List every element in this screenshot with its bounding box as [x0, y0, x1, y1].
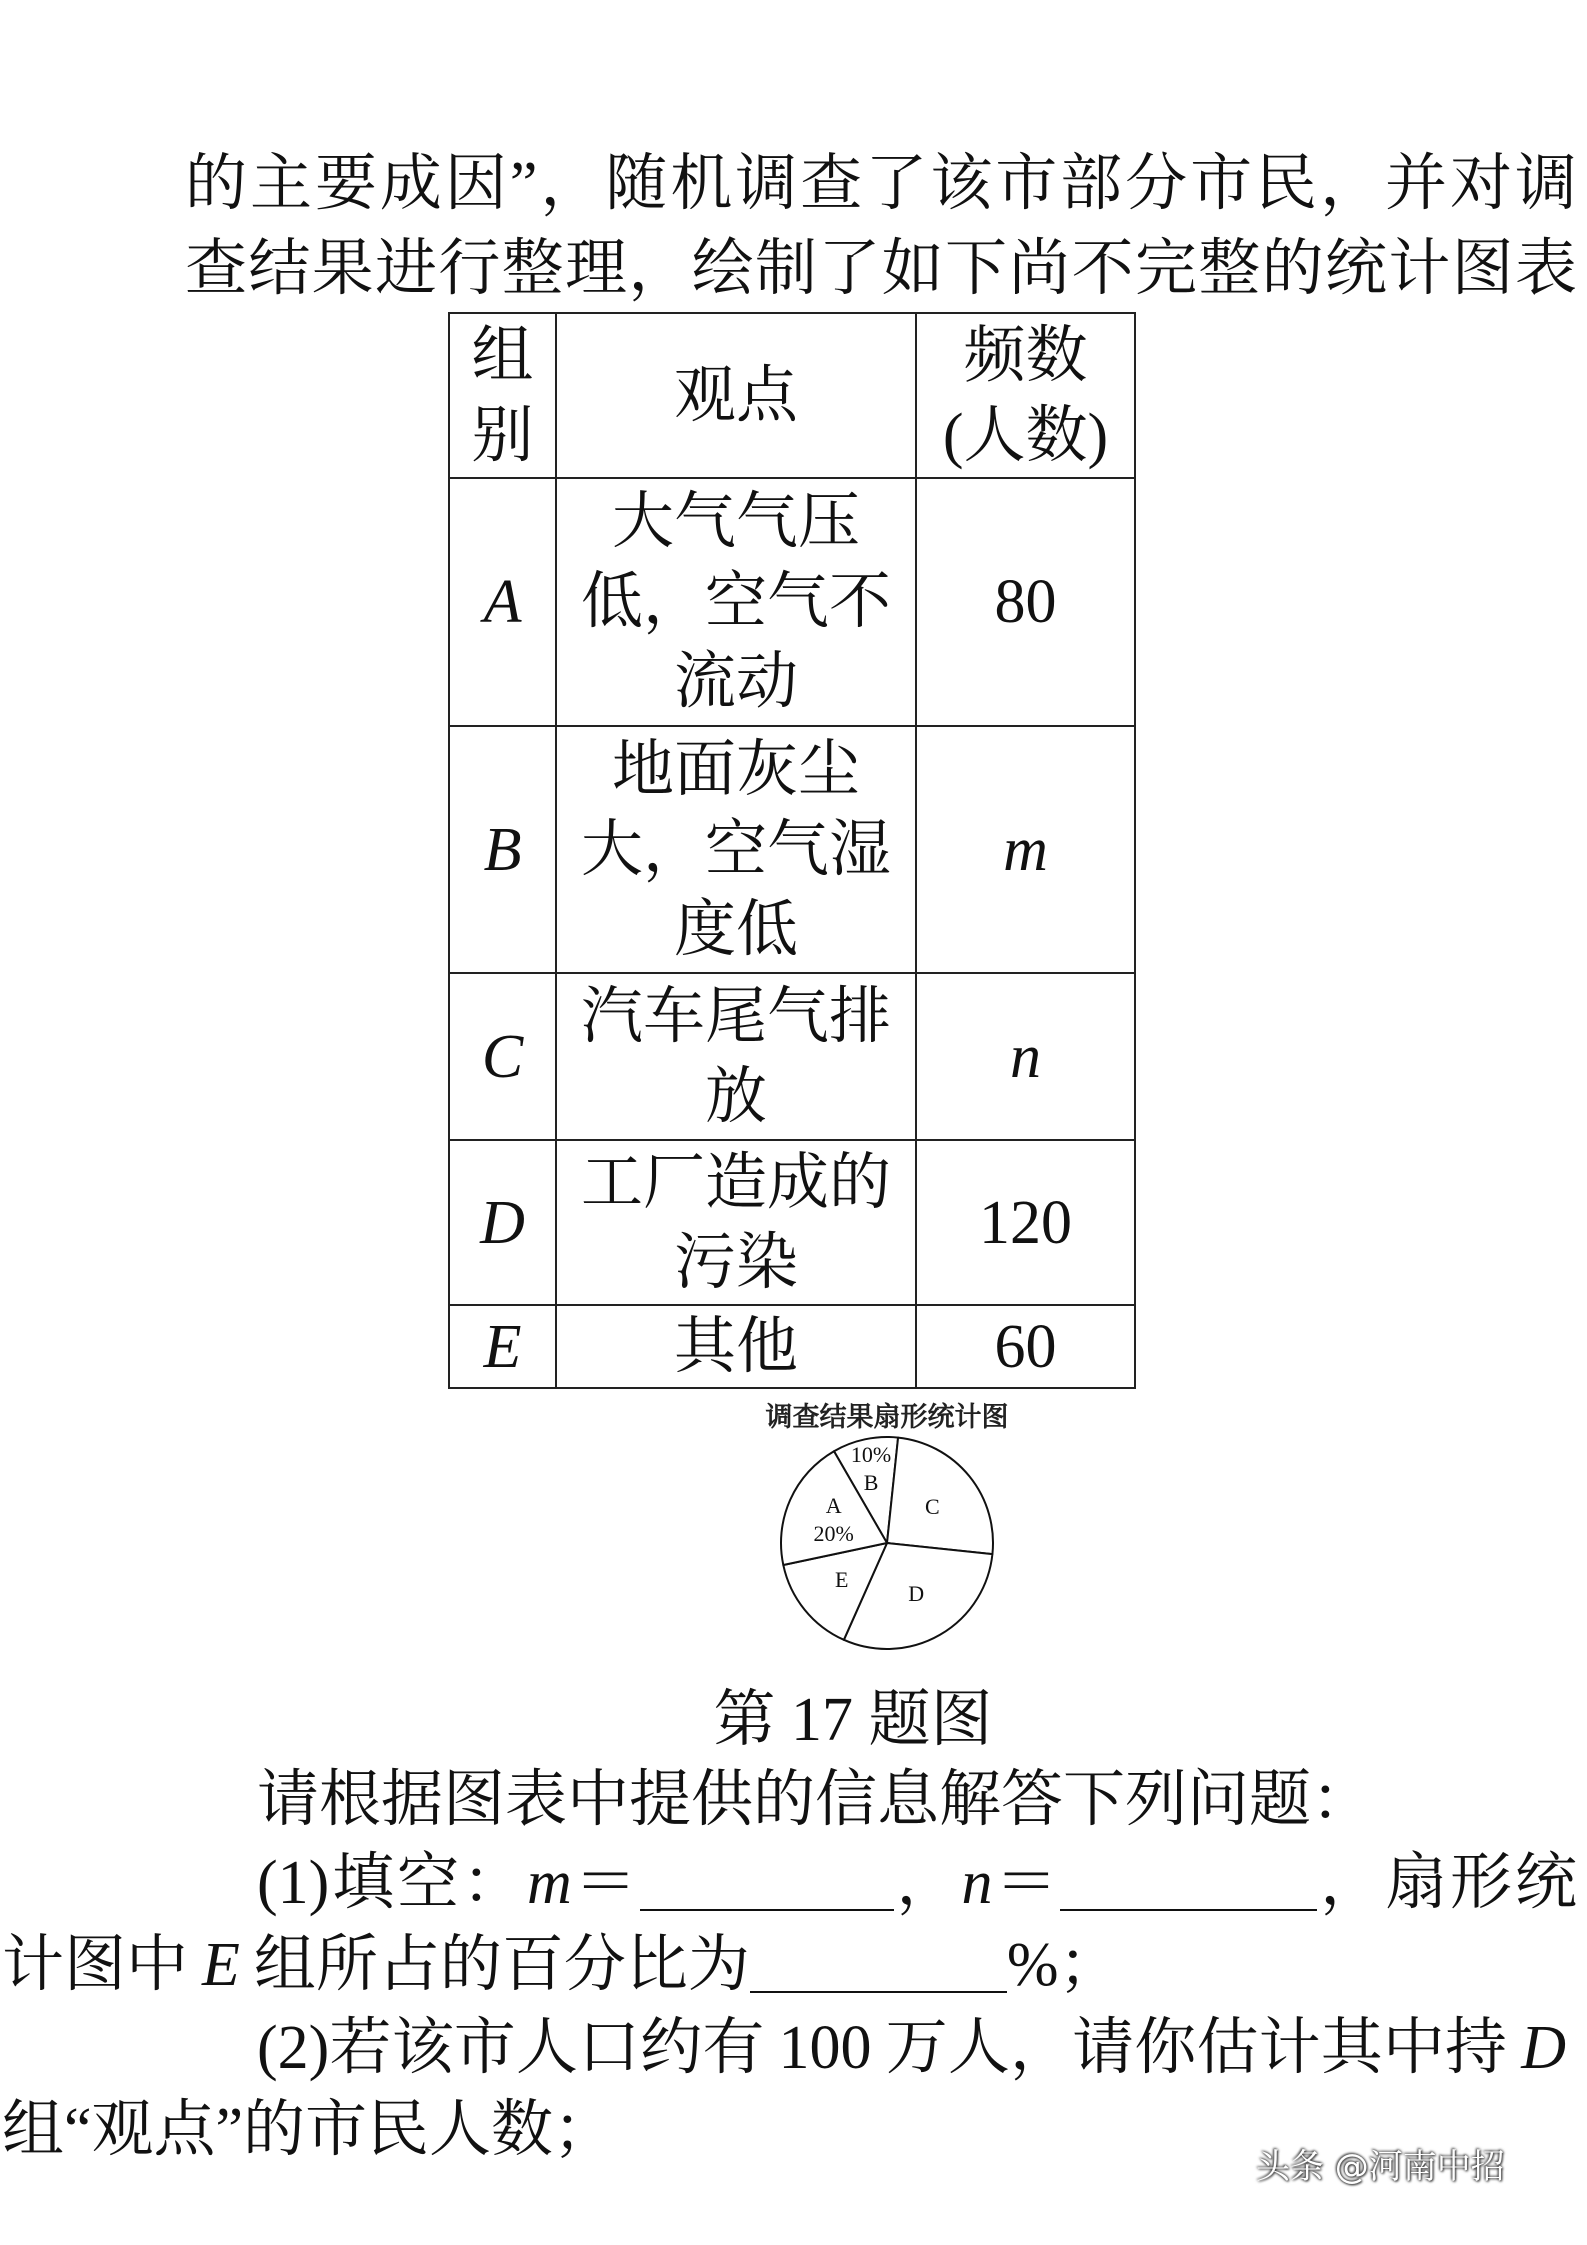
- count-cell: 60: [916, 1305, 1135, 1388]
- count-cell: 80: [916, 478, 1135, 726]
- comma: ，: [893, 1849, 962, 1917]
- table-row: [449, 1305, 1135, 1388]
- count-cell: n: [916, 973, 1135, 1140]
- variable-n: n: [961, 1849, 993, 1917]
- header-view: 观点: [556, 313, 916, 478]
- pie-slice-c: [887, 1438, 993, 1555]
- intro-line-1: 的主要成因”，随机调查了该市部分市民，并对调: [185, 150, 1577, 218]
- equals-sign: ＝: [571, 1849, 640, 1917]
- table-row: [449, 726, 1135, 973]
- answer-blank-n: [1060, 1908, 1317, 1911]
- count-cell: 120: [916, 1140, 1135, 1305]
- table-header-row: [449, 313, 1135, 478]
- figure-caption: 第 17 题图: [713, 1686, 993, 1754]
- view-cell: 地面灰尘 大，空气湿 度低: [556, 726, 916, 973]
- population-number: 100: [778, 2014, 872, 2082]
- part1-label: (1)填空：: [257, 1849, 527, 1917]
- part1-tail: ，扇形统: [1317, 1849, 1577, 1917]
- survey-result-table: [448, 312, 1136, 1389]
- pie-label-b-1: B: [863, 1469, 879, 1495]
- question-part2-line1: [257, 2007, 1580, 2089]
- pie-label-a-0: A: [825, 1492, 842, 1518]
- group-cell: E: [449, 1305, 556, 1388]
- header-frequency: 频数 (人数): [916, 313, 1135, 478]
- part2-mid: 万人，请你估计其中持: [885, 2014, 1508, 2082]
- watermark: 头条 @河南中招: [1256, 2147, 1505, 2187]
- part2-label: (2)若该市人口约有: [257, 2014, 765, 2082]
- part1-line2-head: 计图中: [2, 1931, 189, 1999]
- question-part2-line2: 组“观点”的市民人数；: [2, 2096, 616, 2164]
- count-cell: m: [916, 726, 1135, 973]
- view-cell: 工厂造成的 污染: [556, 1140, 916, 1305]
- group-cell: C: [449, 973, 556, 1140]
- group-cell: D: [449, 1140, 556, 1305]
- table-row: [449, 1140, 1135, 1305]
- pie-chart: [770, 1426, 1004, 1660]
- view-cell: 其他: [556, 1305, 916, 1388]
- equals-sign: ＝: [992, 1849, 1061, 1917]
- pie-label-d-0: D: [908, 1581, 925, 1606]
- table-row: [449, 478, 1135, 726]
- question-part1-line2: [2, 1924, 1121, 2006]
- pie-label-a-1: 20%: [813, 1520, 854, 1546]
- pie-chart-title: 调查结果扇形统计图: [765, 1402, 1009, 1433]
- table-row: [449, 973, 1135, 1140]
- pie-label-c-0: C: [924, 1493, 940, 1519]
- variable-d: D: [1521, 2014, 1566, 2082]
- group-cell: B: [449, 726, 556, 973]
- header-group: 组 别: [449, 313, 556, 478]
- view-cell: 汽车尾气排 放: [556, 973, 916, 1140]
- view-cell: 大气气压 低，空气不 流动: [556, 478, 916, 726]
- group-cell: A: [449, 478, 556, 726]
- pie-label-e-0: E: [834, 1567, 849, 1593]
- pie-label-b-0: 10%: [850, 1441, 892, 1467]
- variable-e: E: [202, 1931, 240, 1999]
- answer-blank-m: [640, 1908, 894, 1911]
- question-part1-line1: [257, 1842, 1577, 1924]
- intro-line-2: 查结果进行整理，绘制了如下尚不完整的统计图表: [185, 235, 1577, 303]
- part1-line2-mid: 组所占的百分比为: [253, 1931, 750, 1999]
- part1-line2-tail: %；: [1006, 1931, 1121, 1999]
- question-prompt: 请根据图表中提供的信息解答下列问题：: [257, 1766, 1374, 1834]
- variable-m: m: [526, 1849, 572, 1917]
- answer-blank-percent: [750, 1990, 1007, 1993]
